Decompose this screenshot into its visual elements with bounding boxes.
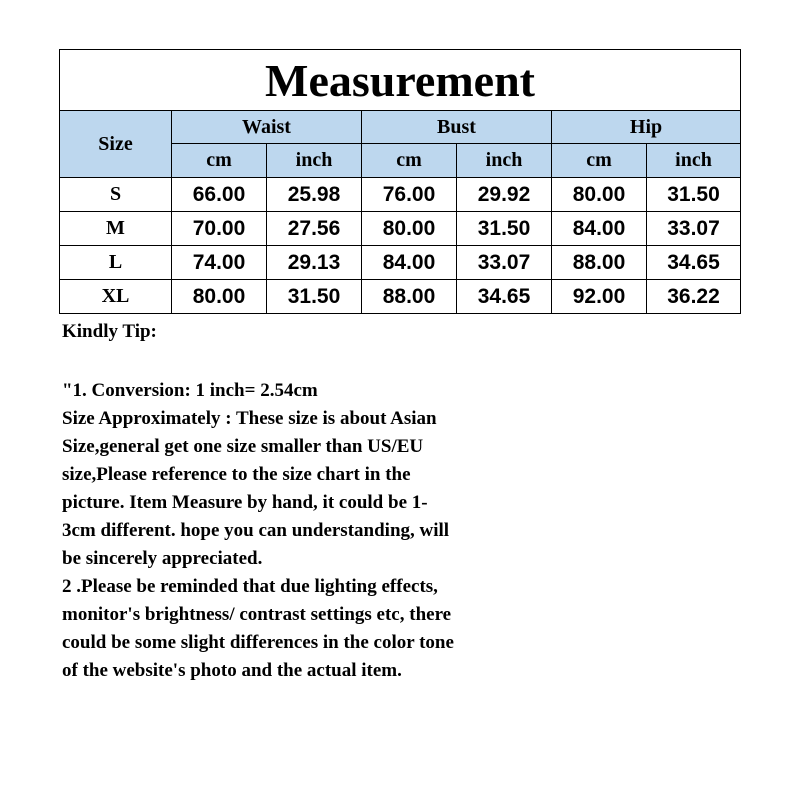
tip-line: could be some slight differences in the color tone [62,632,454,653]
value-cell: 33.07 [647,212,741,246]
value-cell: 80.00 [172,280,267,314]
value-cell: 29.92 [457,178,552,212]
unit-header: inch [267,144,362,178]
value-cell: 92.00 [552,280,647,314]
unit-header: cm [552,144,647,178]
value-cell: 88.00 [552,246,647,280]
unit-header: cm [172,144,267,178]
value-cell: 31.50 [647,178,741,212]
tip-body [62,377,562,685]
unit-header: inch [457,144,552,178]
size-chart-table [59,49,741,314]
table-row [60,178,741,212]
size-cell: M [60,212,172,246]
value-cell: 34.65 [647,246,741,280]
table-title: Measurement [60,50,741,111]
value-cell: 34.65 [457,280,552,314]
value-cell: 25.98 [267,178,362,212]
tip-line: "1. Conversion: 1 inch= 2.54cm [62,380,318,401]
tip-line: Size Approximately : These size is about Asian [62,408,437,429]
size-header: Size [60,111,172,178]
size-cell: XL [60,280,172,314]
value-cell: 76.00 [362,178,457,212]
tip-line: 3cm different. hope you can understanding, will [62,520,450,541]
table-row [60,246,741,280]
value-cell: 80.00 [362,212,457,246]
tip-line: 2 .Please be reminded that due lighting effects, [62,576,438,597]
value-cell: 84.00 [362,246,457,280]
tip-line: picture. Item Measure by hand, it could be 1- [62,492,428,513]
bust-header: Bust [362,111,552,144]
value-cell: 27.56 [267,212,362,246]
tip-title: Kindly Tip: [62,321,157,342]
tip-line: be sincerely appreciated. [62,548,263,569]
value-cell: 66.00 [172,178,267,212]
value-cell: 80.00 [552,178,647,212]
tip-line: size,Please reference to the size chart in the [62,464,411,485]
value-cell: 70.00 [172,212,267,246]
value-cell: 29.13 [267,246,362,280]
size-cell: L [60,246,172,280]
waist-header: Waist [172,111,362,144]
unit-header: inch [647,144,741,178]
size-cell: S [60,178,172,212]
value-cell: 33.07 [457,246,552,280]
tip-line: of the website's photo and the actual item. [62,660,402,681]
table-row [60,212,741,246]
value-cell: 36.22 [647,280,741,314]
unit-header: cm [362,144,457,178]
hip-header: Hip [552,111,741,144]
value-cell: 84.00 [552,212,647,246]
tip-line: Size,general get one size smaller than US/EU [62,436,424,457]
tip-line: monitor's brightness/ contrast settings etc, there [62,604,452,625]
value-cell: 31.50 [267,280,362,314]
value-cell: 74.00 [172,246,267,280]
value-cell: 88.00 [362,280,457,314]
value-cell: 31.50 [457,212,552,246]
table-row [60,280,741,314]
